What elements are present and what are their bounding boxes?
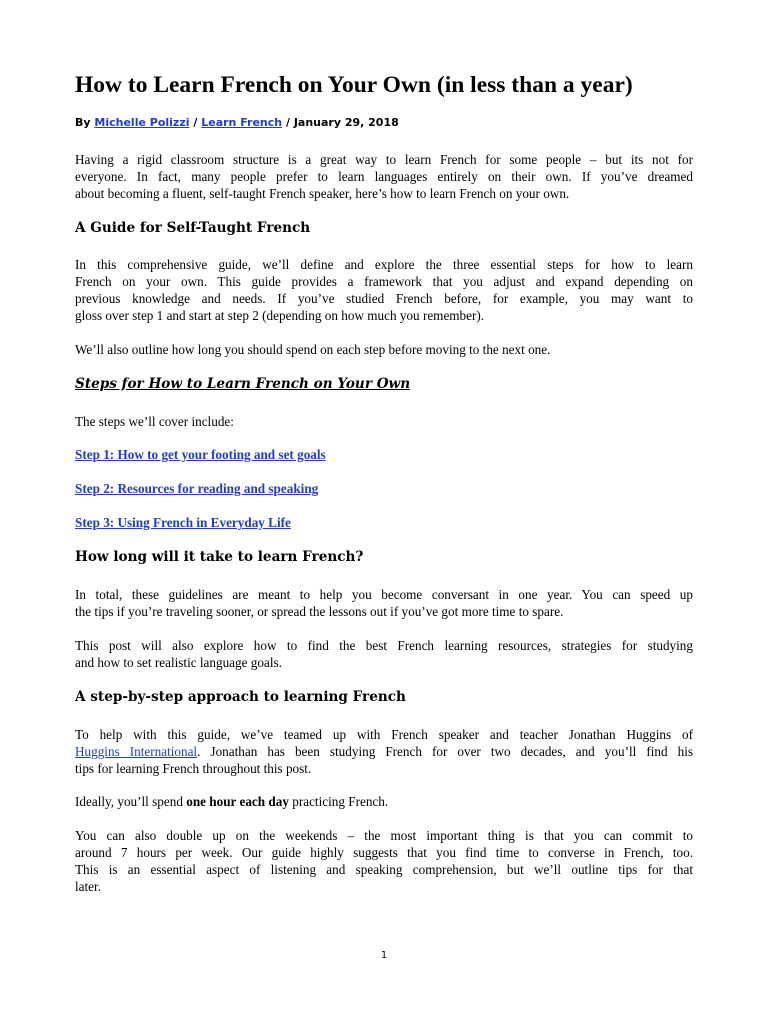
text-run: practicing French.: [288, 794, 389, 809]
step-1-link[interactable]: Step 1: How to get your footing and set goals: [75, 447, 326, 462]
section-heading-how-long: How long will it take to learn French?: [75, 549, 364, 565]
category-link[interactable]: Learn French: [201, 116, 283, 129]
byline-prefix: By: [75, 116, 91, 129]
section-heading-steps: Steps for How to Learn French on Your Own: [75, 376, 411, 392]
text-line: previous knowledge and needs. If you’ve studied French before, for example, you may want to: [75, 291, 693, 306]
approach-paragraph: [75, 726, 693, 777]
text-line: and how to set realistic language goals.: [75, 655, 282, 670]
text-line: tips for learning French throughout this post.: [75, 761, 312, 776]
text-line: gloss over step 1 and start at step 2 (depending on how much you remember).: [75, 308, 485, 323]
text-line: Having a rigid classroom structure is a great way to learn French for some people – but its not for: [75, 152, 693, 167]
text-line: You can also double up on the weekends – the most important thing is that you can commit to: [75, 828, 693, 843]
guide-paragraph: [75, 256, 693, 324]
publish-date: January 29, 2018: [293, 116, 399, 129]
page-number: 1: [380, 950, 388, 961]
text-line: This post will also explore how to find the best French learning resources, strategies for studying: [75, 638, 693, 653]
emphasis-text: one hour each day: [186, 794, 289, 809]
text-line: In total, these guidelines are meant to help you become conversant in one year. You can speed up: [75, 587, 693, 602]
step-2-link[interactable]: Step 2: Resources for reading and speaking: [75, 481, 319, 496]
text-run: . Jonathan has been studying French for over two decades, and you’ll find his: [197, 744, 693, 759]
article-title: How to Learn French on Your Own (in less than a year): [75, 72, 633, 98]
author-link[interactable]: Michelle Polizzi: [94, 116, 190, 129]
text-line: French on your own. This guide provides a framework that you adjust and expand depending on: [75, 274, 693, 289]
text-line: later.: [75, 879, 101, 894]
steps-intro: The steps we’ll cover include:: [75, 414, 234, 429]
text-line: everyone. In fact, many people prefer to learn languages entirely on their own. If you’ve dreamed: [75, 169, 693, 184]
text-line: In this comprehensive guide, we’ll define and explore the three essential steps for how to learn: [75, 257, 693, 272]
intro-paragraph: [75, 151, 693, 202]
approach-paragraph-3: [75, 827, 693, 895]
guide-paragraph-2: We’ll also outline how long you should spend on each step before moving to the next one.: [75, 342, 551, 357]
text-line: [75, 743, 693, 760]
how-long-paragraph-2: [75, 637, 693, 671]
text-line: To help with this guide, we’ve teamed up with French speaker and teacher Jonathan Huggins of: [75, 727, 693, 742]
byline-separator: /: [285, 116, 290, 129]
text-line: about becoming a fluent, self-taught French speaker, here’s how to learn French on your own.: [75, 186, 570, 201]
step-3-link[interactable]: Step 3: Using French in Everyday Life: [75, 515, 291, 530]
section-heading-approach: A step-by-step approach to learning French: [75, 689, 406, 705]
byline: [75, 115, 399, 131]
byline-separator: /: [193, 116, 198, 129]
section-heading-guide: A Guide for Self-Taught French: [75, 220, 311, 236]
huggins-international-link[interactable]: Huggins International: [75, 744, 198, 759]
text-line: around 7 hours per week. Our guide highly suggests that you find time to converse in French, too.: [75, 845, 693, 860]
text-run: Ideally, you’ll spend: [75, 794, 187, 809]
text-line: the tips if you’re traveling sooner, or spread the lessons out if you’ve got more time to spare.: [75, 604, 564, 619]
text-line: This is an essential aspect of listening and speaking comprehension, but we’ll outline tips for that: [75, 862, 693, 877]
approach-paragraph-2: [75, 793, 693, 810]
how-long-paragraph: [75, 586, 693, 620]
